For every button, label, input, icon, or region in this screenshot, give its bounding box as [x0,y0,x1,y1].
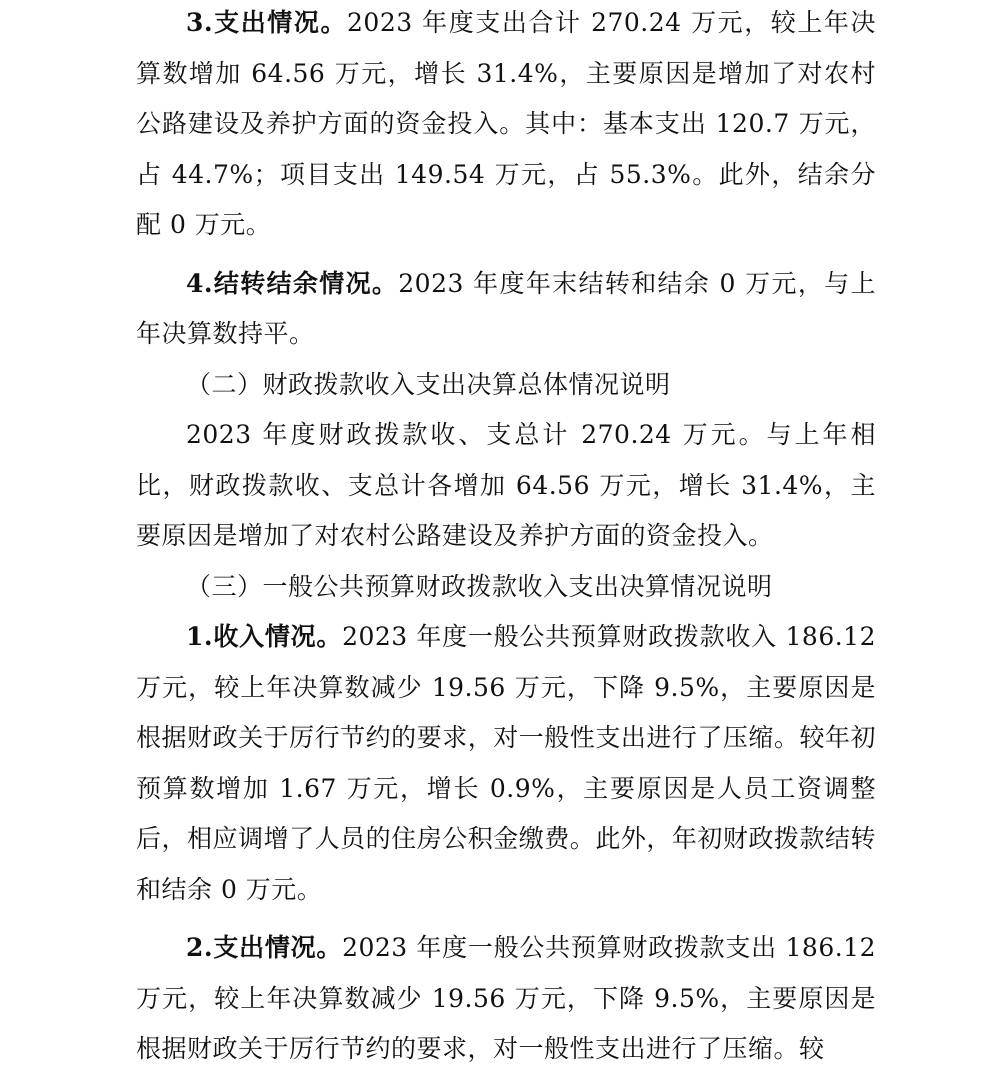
section-heading-general-public-budget: （三）一般公共预算财政拨款收入支出决算情况说明 [186,571,773,601]
section-heading-fiscal-appropriation: （二）财政拨款收入支出决算总体情况说明 [186,369,671,399]
paragraph-lead: 4.结转结余情况。 [186,268,399,298]
document-page [136,0,876,1075]
paragraph-carryover-summary [136,259,876,360]
paragraph-lead: 1.收入情况。 [186,622,343,651]
paragraph-expenditure-summary [136,0,876,251]
paragraph-lead: 3.支出情况。 [186,8,348,37]
paragraph-lead: 2.支出情况。 [186,933,343,962]
paragraph-text: 2023 年度年末结转和结余 0 万元，与上年决算数持平。 [136,268,876,348]
paragraph-income-situation [136,612,876,915]
paragraph-fiscal-appropriation-total [136,410,876,562]
paragraph-expenditure-situation [136,923,876,1075]
paragraph-text: 2023 年度支出合计 270.24 万元，较上年决算数增加 64.56 万元，增长 31.4%，主要原因是增加了对农村公路建设及养护方面的资金投入。其中：基本支出 120.7 万元，占 44.7%；项目支出 149.54 万元，占 55.3%。此外，结余分配 0 万元。 [136,8,876,239]
paragraph-text: 2023 年度一般公共预算财政拨款支出 186.12 万元，较上年决算数减少 19.56 万元，下降 9.5%，主要原因是根据财政关于厉行节约的要求，对一般性支出进行了压缩。较 [136,933,876,1063]
paragraph-text: 2023 年度财政拨款收、支总计 270.24 万元。与上年相比，财政拨款收、支总计各增加 64.56 万元，增长 31.4%，主要原因是增加了对农村公路建设及养护方面的资金投入。 [136,420,876,550]
paragraph-text: 2023 年度一般公共预算财政拨款收入 186.12 万元，较上年决算数减少 19.56 万元，下降 9.5%，主要原因是根据财政关于厉行节约的要求，对一般性支出进行了压缩。较年初预算数增加 1.67 万元，增长 0.9%，主要原因是人员工资调整后，相应调增了人员的住房公积金缴费。此外，年初财政拨款结转和结余 0 万元。 [136,622,876,904]
